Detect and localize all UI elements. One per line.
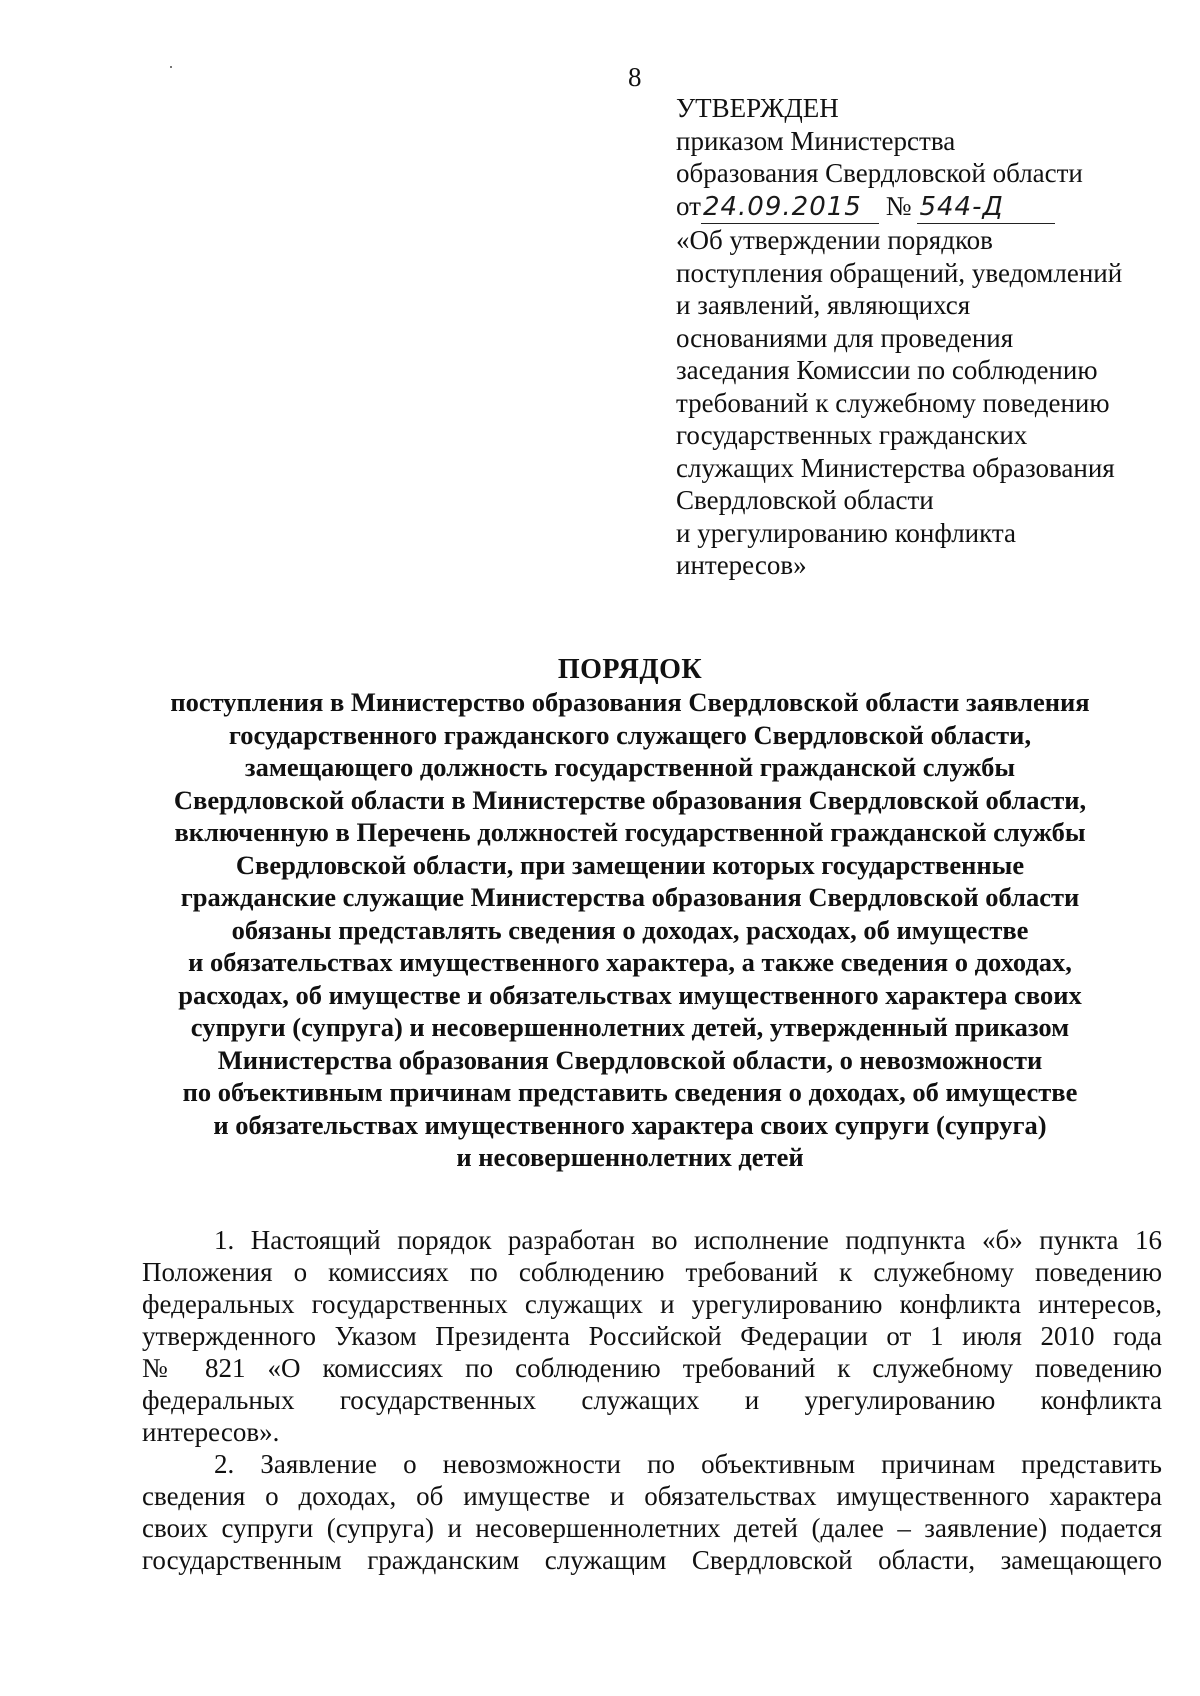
date-prefix: от — [676, 190, 701, 221]
document-title: ПОРЯДОК — [557, 654, 703, 685]
paragraph-line: федеральных государственных служащих и урегулированию конфликта — [142, 1385, 1162, 1415]
paragraph-line: федеральных государственных служащих и урегулированию конфликта интересов, — [142, 1289, 1162, 1319]
approval-subject-line: и заявлений, являющихся — [676, 290, 971, 320]
approval-subject-line: заседания Комиссии по соблюдению — [676, 355, 1098, 385]
subtitle-line: замещающего должность государственной гражданской службы — [244, 752, 1016, 782]
subtitle-line: государственного гражданского служащего Свердловской области, — [228, 719, 1032, 750]
approval-subject-line: служащих Министерства образования — [676, 452, 1115, 483]
paragraph-line: государственным гражданским служащим Свердловской области, замещающего — [142, 1545, 1162, 1575]
approval-line: образования Свердловской области — [676, 158, 1083, 188]
paragraph-line: утвержденного Указом Президента Российской Федерации от 1 июля 2010 года — [142, 1321, 1162, 1351]
approval-subject-line: и урегулированию конфликта — [676, 517, 1017, 548]
subtitle-line: и несовершеннолетних детей — [456, 1142, 804, 1172]
paragraph-line: № 821 «О комиссиях по соблюдению требований к служебному поведению — [142, 1353, 1162, 1383]
document-body — [142, 1224, 1162, 1576]
paragraph-1 — [142, 1224, 1162, 1448]
subtitle-line: Министерства образования Свердловской области, о невозможности — [217, 1044, 1043, 1075]
paragraph-line: интересов». — [142, 1417, 280, 1447]
paragraph-line: Положения о комиссиях по соблюдению требований к служебному поведению — [142, 1257, 1162, 1287]
subtitle-line: Свердловской области в Министерстве образования Свердловской области, — [173, 784, 1087, 815]
approval-subject-line: Свердловской области — [676, 485, 934, 515]
handwritten-date: 24.09.2015 — [701, 191, 879, 225]
paragraph-2 — [142, 1448, 1162, 1576]
paragraph-line: 2. Заявление о невозможности по объективным причинам представить — [214, 1449, 1162, 1479]
subtitle-line: обязаны представлять сведения о доходах, расходах, об имуществе — [231, 914, 1029, 945]
number-prefix: № — [885, 190, 912, 221]
paragraph-line: своих супруги (супруга) и несовершеннолетних детей (далее – заявление) подается — [142, 1513, 1162, 1543]
subtitle-line: супруги (супруга) и несовершеннолетних детей, утвержденный приказом — [190, 1012, 1070, 1042]
subtitle-line: по объективным причинам представить сведения о доходах, об имуществе — [182, 1077, 1078, 1107]
approval-subject-line: основаниями для проведения — [676, 322, 1014, 353]
subtitle-line: Свердловской области, при замещении которых государственные — [235, 849, 1025, 880]
subtitle-line: поступления в Министерство образования Свердловской области заявления — [170, 687, 1090, 717]
subtitle-line: гражданские служащие Министерства образования Свердловской области — [180, 882, 1080, 912]
subtitle-line: и обязательствах имущественного характера, а также сведения о доходах, — [188, 947, 1072, 977]
approval-subject-line: интересов» — [676, 550, 807, 580]
approval-subject-line: требований к служебному поведению — [676, 387, 1110, 418]
page-number: 8 — [628, 62, 642, 92]
subtitle-line: включенную в Перечень должностей государственной гражданской службы — [174, 817, 1086, 847]
handwritten-order-number: 544-Д — [917, 191, 1055, 225]
subtitle-line: расходах, об имуществе и обязательствах имущественного характера своих — [178, 979, 1082, 1010]
approval-subject-line: поступления обращений, уведомлений — [676, 257, 1123, 288]
approval-date-number-line — [676, 190, 1176, 225]
document-subtitle — [130, 686, 1130, 1174]
approval-subject-line: «Об утверждении порядков — [676, 225, 993, 255]
subtitle-line: и обязательствах имущественного характера своих супруги (супруга) — [213, 1109, 1047, 1140]
scan-speck — [170, 66, 172, 68]
paragraph-line: сведения о доходах, об имуществе и обязательствах имущественного характера — [142, 1481, 1162, 1511]
approval-stamp-block — [676, 92, 1176, 582]
paragraph-line: 1. Настоящий порядок разработан во исполнение подпункта «б» пункта 16 — [214, 1225, 1162, 1255]
approval-heading: УТВЕРЖДЕН — [676, 93, 839, 123]
approval-line: приказом Министерства — [676, 125, 956, 156]
approval-subject-line: государственных гражданских — [676, 420, 1028, 450]
